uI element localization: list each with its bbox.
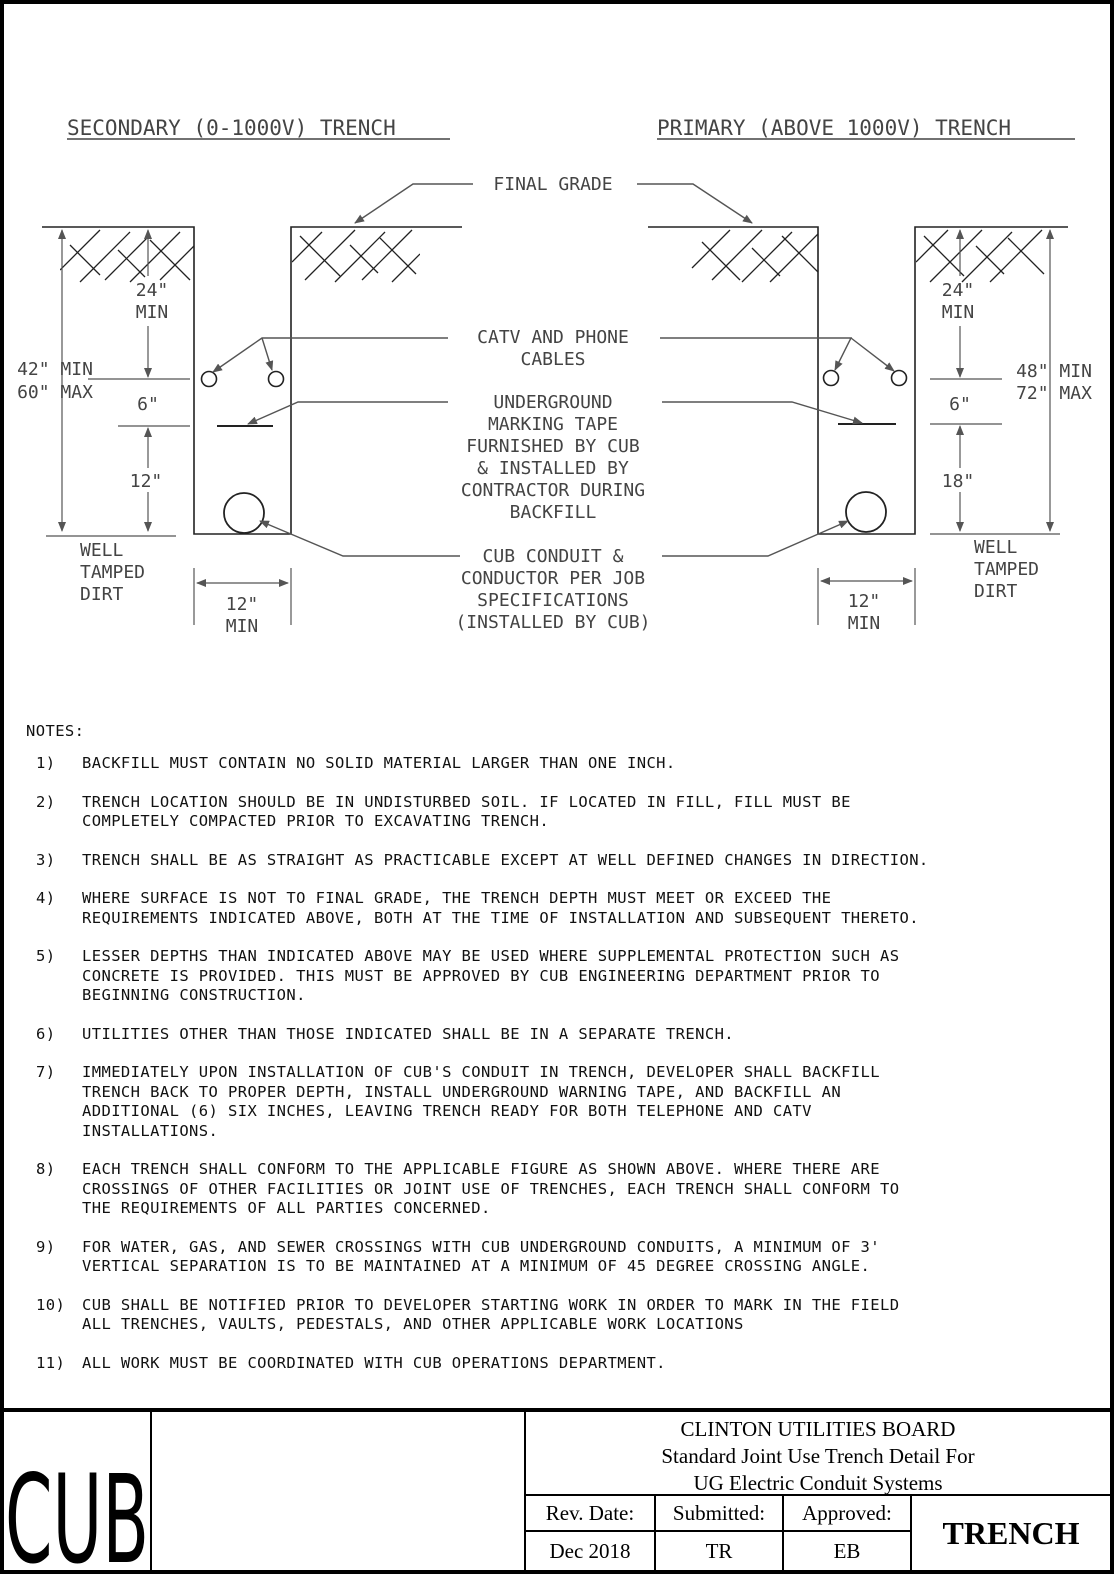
- conduit-label-line: CUB CONDUIT &: [482, 546, 624, 567]
- soil-hatch-right-sec: [292, 230, 420, 282]
- pri-mid-dim: 6": [949, 394, 971, 415]
- note-text: [82, 851, 1096, 871]
- note-number: 11): [36, 1353, 66, 1372]
- note-line: CONCRETE IS PROVIDED. THIS MUST BE APPROVED BY CUB ENGINEERING DEPARTMENT PRIOR TO: [82, 966, 881, 985]
- note-item: [26, 1160, 1096, 1219]
- final-grade-leader-right: [637, 184, 752, 223]
- note-line: INSTALLATIONS.: [82, 1121, 219, 1140]
- trench-detail-drawing: [0, 0, 1114, 700]
- conduit-sec: [224, 493, 264, 533]
- tape-label-line: & INSTALLED BY: [477, 458, 629, 479]
- soil-hatch-right-pri: [916, 230, 1044, 282]
- pri-top-dim-line1: 24": [941, 280, 975, 301]
- catv-phone-label-line2: CABLES: [520, 349, 586, 370]
- note-line: BEGINNING CONSTRUCTION.: [82, 986, 306, 1004]
- note-number: 1): [36, 754, 56, 772]
- conduit-label: [455, 546, 650, 633]
- note-item: [26, 793, 1096, 832]
- note-number: 3): [36, 850, 56, 869]
- note-number: 5): [36, 947, 56, 965]
- pri-total-depth-min: 48" MIN: [1016, 361, 1092, 382]
- note-line: BACKFILL MUST CONTAIN NO SOLID MATERIAL LARGER THAN ONE INCH.: [82, 754, 676, 772]
- note-line: TRENCH BACK TO PROPER DEPTH, INSTALL UNDERGROUND WARNING TAPE, AND BACKFILL AN: [82, 1082, 842, 1101]
- submitted-value: TR: [656, 1532, 784, 1570]
- note-line: ALL WORK MUST BE COORDINATED WITH CUB OPERATIONS DEPARTMENT.: [82, 1353, 666, 1372]
- pri-width-dim-line1: 12": [847, 591, 881, 612]
- notes-section: [26, 722, 1096, 1392]
- note-line: UTILITIES OTHER THAN THOSE INDICATED SHALL BE IN A SEPARATE TRENCH.: [82, 1024, 735, 1043]
- note-line: EACH TRENCH SHALL CONFORM TO THE APPLICABLE FIGURE AS SHOWN ABOVE. WHERE THERE ARE: [82, 1160, 881, 1178]
- sec-total-depth-min: 42" MIN: [17, 359, 93, 380]
- secondary-trench-outline: [42, 227, 462, 534]
- note-item: [26, 1296, 1096, 1335]
- sec-dirt-line2: TAMPED: [80, 562, 146, 583]
- org-info: [526, 1412, 1110, 1496]
- catv-phone-label-line1: CATV AND PHONE: [477, 327, 629, 348]
- catv-cable-pri-1: [824, 371, 839, 386]
- approved-value: EB: [784, 1532, 912, 1570]
- notes-heading: NOTES:: [26, 722, 85, 740]
- notes-list: [26, 754, 1096, 1373]
- pri-total-depth-max: 72" MAX: [1016, 383, 1092, 404]
- tape-label-line: FURNISHED BY CUB: [466, 436, 640, 457]
- drawing-description-line2: UG Electric Conduit Systems: [693, 1471, 943, 1495]
- tape-label-line: UNDERGROUND: [493, 392, 613, 413]
- title-blank-area: [152, 1412, 526, 1570]
- sheet-name: TRENCH: [942, 1515, 1080, 1551]
- conduit-label-line: SPECIFICATIONS: [477, 590, 629, 611]
- note-item: [26, 754, 1096, 774]
- note-item: [26, 1238, 1096, 1277]
- note-line: FOR WATER, GAS, AND SEWER CROSSINGS WITH CUB UNDERGROUND CONDUITS, A MINIMUM OF 3': [82, 1237, 881, 1256]
- note-number: 4): [36, 889, 56, 907]
- conduit-label-line: CONDUCTOR PER JOB: [460, 568, 646, 589]
- drawing-description-line1: Standard Joint Use Trench Detail For: [661, 1444, 975, 1468]
- cub-logo-text: CUB: [5, 1449, 149, 1575]
- note-line: REQUIREMENTS INDICATED ABOVE, BOTH AT THE TIME OF INSTALLATION AND SUBSEQUENT THERETO.: [82, 908, 919, 927]
- sec-top-dim-line2: MIN: [135, 302, 169, 323]
- phone-cable-pri-2: [892, 371, 907, 386]
- tape-label-line: CONTRACTOR DURING: [460, 480, 646, 501]
- note-line: TRENCH LOCATION SHOULD BE IN UNDISTURBED SOIL. IF LOCATED IN FILL, FILL MUST BE: [82, 792, 851, 811]
- sec-dirt-line1: WELL: [80, 540, 124, 561]
- primary-trench-title: PRIMARY (ABOVE 1000V) TRENCH: [657, 116, 1012, 140]
- note-line: ALL TRENCHES, VAULTS, PEDESTALS, AND OTHER APPLICABLE WORK LOCATIONS: [82, 1315, 744, 1333]
- note-text: [82, 793, 1096, 832]
- note-line: WHERE SURFACE IS NOT TO FINAL GRADE, THE TRENCH DEPTH MUST MEET OR EXCEED THE: [82, 889, 832, 907]
- final-grade-leader-left: [355, 184, 473, 223]
- note-line: CUB SHALL BE NOTIFIED PRIOR TO DEVELOPER STARTING WORK IN ORDER TO MARK IN THE FIELD: [82, 1295, 900, 1314]
- note-number: 7): [36, 1063, 56, 1081]
- submitted-label: Submitted:: [656, 1496, 784, 1532]
- note-text: [82, 1025, 1096, 1045]
- sec-width-dim-line2: MIN: [225, 616, 259, 637]
- org-name: CLINTON UTILITIES BOARD: [680, 1417, 956, 1441]
- pri-dirt-line2: TAMPED: [974, 559, 1040, 580]
- note-line: CROSSINGS OF OTHER FACILITIES OR JOINT USE OF TRENCHES, EACH TRENCH SHALL CONFORM TO: [82, 1179, 900, 1198]
- approved-label: Approved:: [784, 1496, 912, 1532]
- note-text: [82, 1354, 1096, 1374]
- note-text: [82, 1160, 1096, 1219]
- note-text: [82, 754, 1096, 774]
- note-line: VERTICAL SEPARATION IS TO BE MAINTAINED AT A MINIMUM OF 45 DEGREE CROSSING ANGLE.: [82, 1257, 871, 1275]
- note-text: [82, 889, 1096, 928]
- note-line: TRENCH SHALL BE AS STRAIGHT AS PRACTICABLE EXCEPT AT WELL DEFINED CHANGES IN DIRECTION.: [82, 850, 929, 869]
- note-text: [82, 1296, 1096, 1335]
- sec-total-depth-max: 60" MAX: [17, 382, 93, 403]
- logo-box: [4, 1412, 152, 1575]
- catv-cable-sec-1: [202, 372, 217, 387]
- rev-date-value: Dec 2018: [526, 1532, 656, 1570]
- sec-bottom-dim: 12": [129, 471, 163, 492]
- note-item: [26, 1063, 1096, 1141]
- note-number: 9): [36, 1237, 56, 1256]
- pri-bottom-dim: 18": [941, 471, 975, 492]
- note-number: 10): [36, 1295, 66, 1314]
- note-text: [82, 1063, 1096, 1141]
- cub-logo: [4, 1412, 150, 1575]
- phone-cable-sec-2: [269, 372, 284, 387]
- sec-top-dim-line1: 24": [135, 280, 169, 301]
- tape-label-line: MARKING TAPE: [487, 414, 619, 435]
- pri-dirt-line3: DIRT: [974, 581, 1018, 602]
- note-item: [26, 947, 1096, 1006]
- secondary-trench-title: SECONDARY (0-1000V) TRENCH: [67, 116, 396, 140]
- conduit-label-line: (INSTALLED BY CUB): [455, 612, 651, 633]
- note-text: [82, 947, 1096, 1006]
- soil-hatch-left-pri: [692, 230, 818, 282]
- note-number: 6): [36, 1024, 56, 1043]
- sec-dirt-line3: DIRT: [80, 584, 124, 605]
- sec-width-dim-line1: 12": [225, 594, 259, 615]
- marking-tape-label: [461, 392, 645, 523]
- pri-width-dim-line2: MIN: [847, 613, 881, 634]
- sec-mid-dim: 6": [137, 394, 159, 415]
- tape-label-line: BACKFILL: [509, 502, 597, 523]
- title-block: [4, 1408, 1110, 1575]
- note-text: [82, 1238, 1096, 1277]
- primary-trench-outline: [648, 227, 1068, 534]
- conduit-pri: [846, 492, 886, 532]
- note-item: [26, 1025, 1096, 1045]
- note-line: COMPLETELY COMPACTED PRIOR TO EXCAVATING TRENCH.: [82, 812, 550, 830]
- note-item: [26, 1354, 1096, 1374]
- soil-hatch-left-sec: [60, 230, 194, 282]
- note-item: [26, 851, 1096, 871]
- note-number: 2): [36, 792, 56, 811]
- note-line: THE REQUIREMENTS OF ALL PARTIES CONCERNED.: [82, 1199, 491, 1217]
- note-line: IMMEDIATELY UPON INSTALLATION OF CUB'S CONDUIT IN TRENCH, DEVELOPER SHALL BACKFILL: [82, 1063, 881, 1081]
- final-grade-label: FINAL GRADE: [493, 174, 613, 195]
- note-line: ADDITIONAL (6) SIX INCHES, LEAVING TRENCH READY FOR BOTH TELEPHONE AND CATV: [82, 1102, 812, 1120]
- pri-top-dim-line2: MIN: [941, 302, 975, 323]
- note-item: [26, 889, 1096, 928]
- rev-date-label: Rev. Date:: [526, 1496, 656, 1532]
- note-number: 8): [36, 1160, 56, 1178]
- pri-dirt-line1: WELL: [974, 537, 1018, 558]
- note-line: LESSER DEPTHS THAN INDICATED ABOVE MAY BE USED WHERE SUPPLEMENTAL PROTECTION SUCH AS: [82, 947, 900, 965]
